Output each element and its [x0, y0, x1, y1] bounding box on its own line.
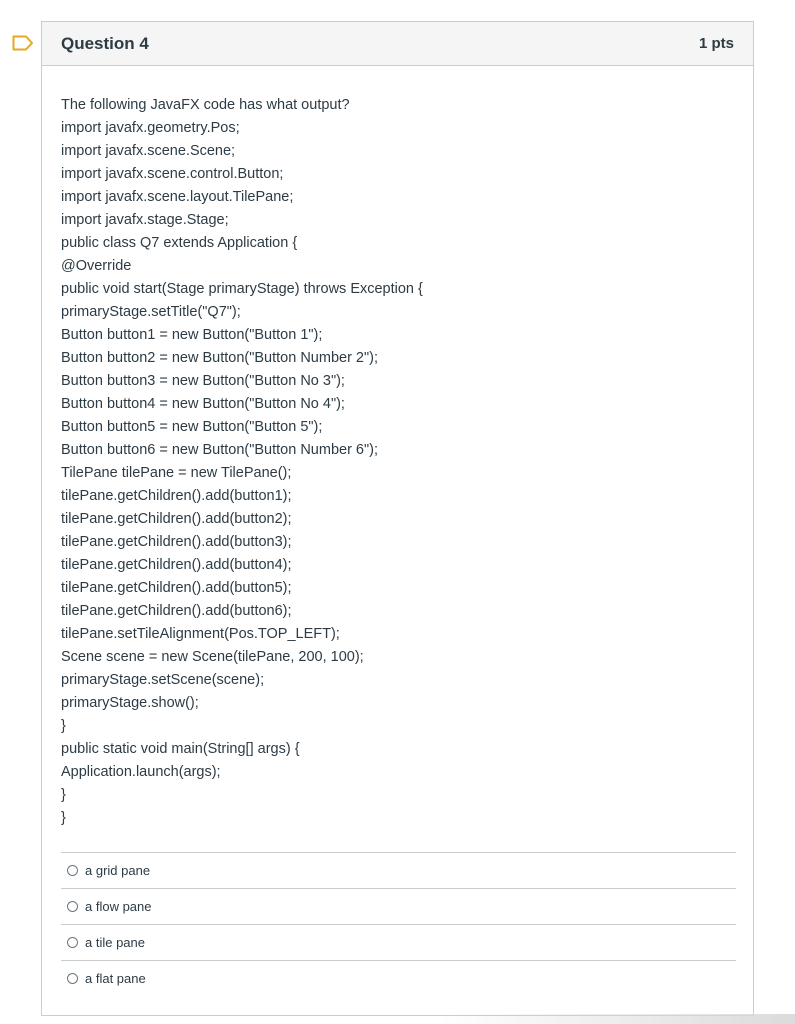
answer-label[interactable]: a flow pane [85, 899, 152, 914]
question-text-line: import javafx.scene.Scene; [61, 143, 236, 159]
question-text-line: import javafx.scene.control.Button; [61, 166, 284, 182]
question-text-line: import javafx.geometry.Pos; [61, 120, 240, 136]
question-text-line: } [61, 810, 66, 826]
question-text-line: tilePane.getChildren().add(button3); [61, 534, 292, 550]
answer-list [61, 852, 736, 996]
question-text-line: tilePane.getChildren().add(button6); [61, 603, 292, 619]
question-text-line: tilePane.getChildren().add(button4); [61, 557, 292, 573]
question-text-line: public class Q7 extends Application { [61, 235, 298, 251]
question-text-line: public static void main(String[] args) { [61, 741, 300, 757]
question-text-line: primaryStage.setScene(scene); [61, 672, 265, 688]
question-text-line: Button button2 = new Button("Button Number 2"); [61, 350, 378, 366]
question-text-line: TilePane tilePane = new TilePane(); [61, 465, 292, 481]
question-card [41, 21, 754, 1016]
question-text-line: Application.launch(args); [61, 764, 221, 780]
radio-button-icon[interactable] [67, 901, 78, 912]
answer-option[interactable] [61, 924, 736, 960]
question-title: Question 4 [61, 33, 149, 53]
question-text-line: Button button4 = new Button("Button No 4"); [61, 396, 345, 412]
question-text-line: tilePane.getChildren().add(button2); [61, 511, 292, 527]
question-text-line: Button button6 = new Button("Button Number 6"); [61, 442, 378, 458]
question-text-line: Button button5 = new Button("Button 5"); [61, 419, 323, 435]
page-shadow [440, 1014, 795, 1024]
question-header [42, 22, 753, 66]
question-text-line: Scene scene = new Scene(tilePane, 200, 100); [61, 649, 364, 665]
question-text-line: Button button1 = new Button("Button 1"); [61, 327, 323, 343]
question-text-line: import javafx.stage.Stage; [61, 212, 229, 228]
answer-label[interactable]: a grid pane [85, 863, 151, 878]
question-text-line: tilePane.getChildren().add(button5); [61, 580, 292, 596]
question-text-line: primaryStage.setTitle("Q7"); [61, 304, 241, 320]
radio-button-icon[interactable] [67, 937, 78, 948]
question-text-line: public void start(Stage primaryStage) throws Exception { [61, 281, 423, 297]
answer-option[interactable] [61, 888, 736, 924]
question-text-line: import javafx.scene.layout.TilePane; [61, 189, 294, 205]
question-text-line: } [61, 718, 66, 734]
question-text-line: @Override [61, 258, 132, 274]
radio-button-icon[interactable] [67, 973, 78, 984]
answer-option[interactable] [61, 852, 736, 888]
answer-option[interactable] [61, 960, 736, 996]
question-text-line: } [61, 787, 66, 803]
answer-label[interactable]: a tile pane [85, 935, 145, 950]
question-text-line: tilePane.setTileAlignment(Pos.TOP_LEFT); [61, 626, 340, 642]
question-text [61, 94, 736, 830]
bookmark-flag-icon[interactable] [12, 35, 34, 51]
question-text-line: The following JavaFX code has what output? [61, 97, 350, 113]
question-text-line: primaryStage.show(); [61, 695, 199, 711]
question-text-line: Button button3 = new Button("Button No 3"); [61, 373, 345, 389]
answer-label[interactable]: a flat pane [85, 971, 146, 986]
question-points: 1 pts [698, 35, 734, 52]
radio-button-icon[interactable] [67, 865, 78, 876]
question-text-line: tilePane.getChildren().add(button1); [61, 488, 292, 504]
